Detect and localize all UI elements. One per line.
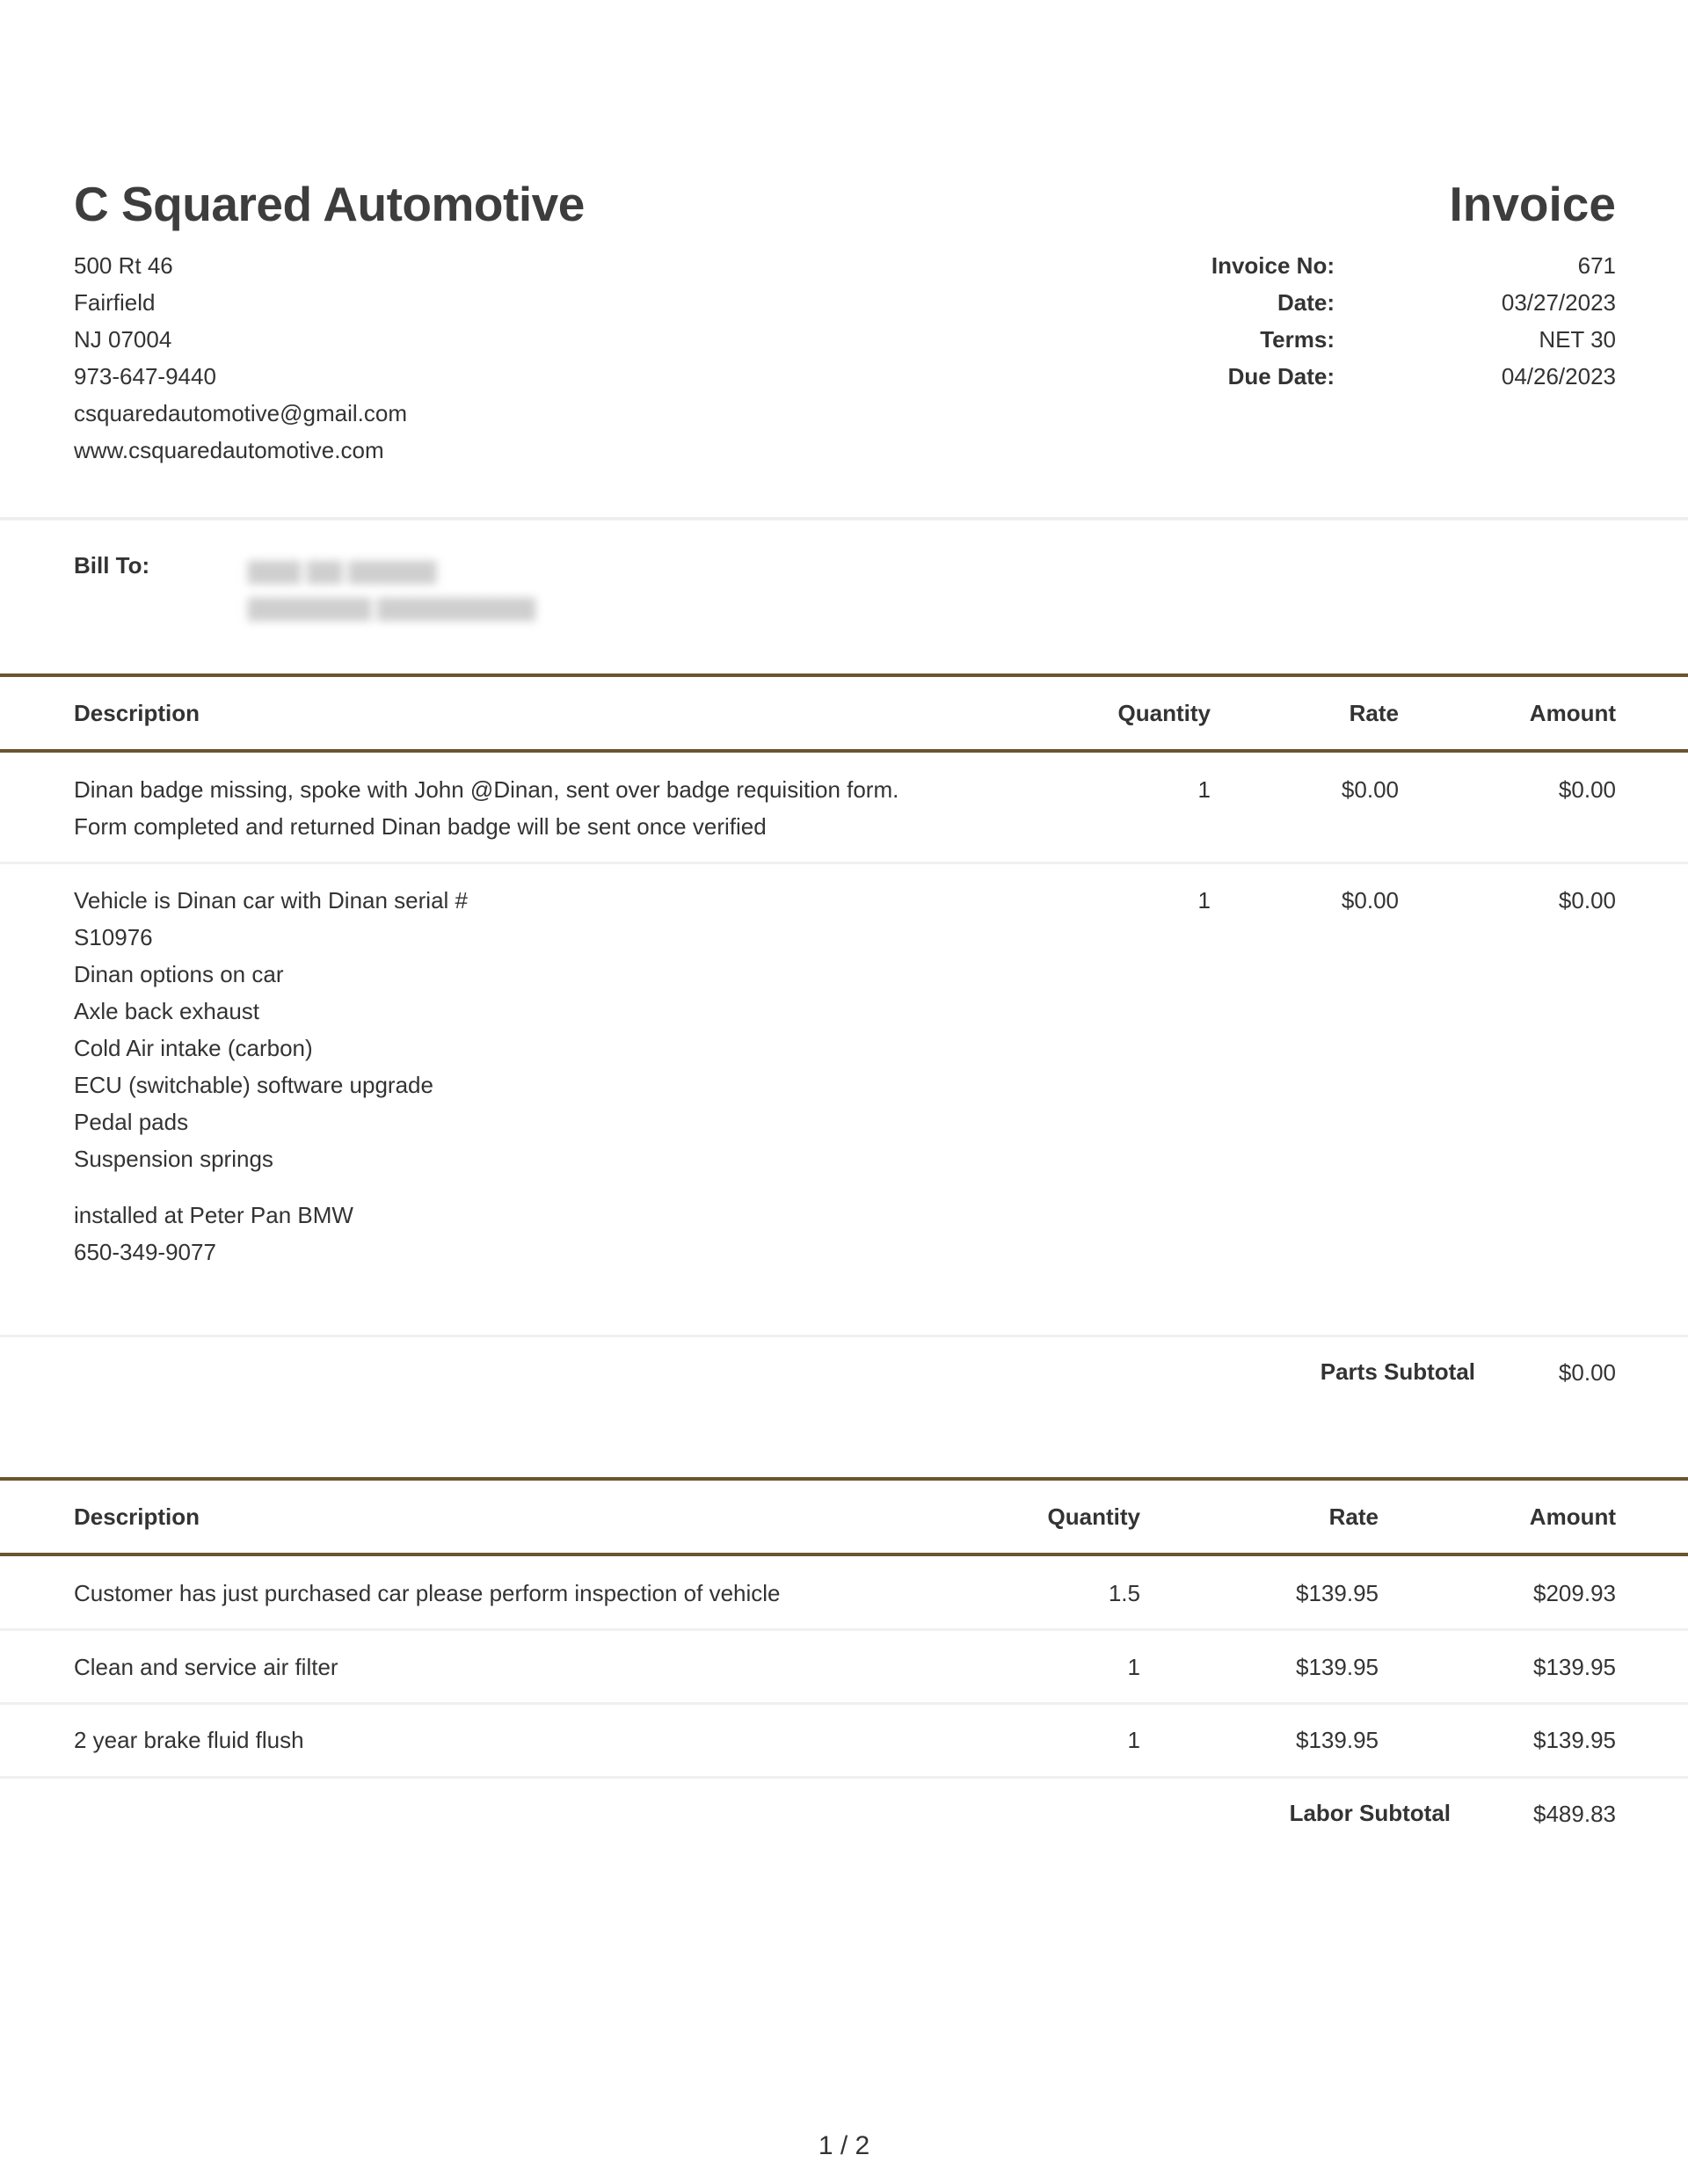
invoice-number-value: 671 (1577, 252, 1616, 279)
description-line: Vehicle is Dinan car with Dinan serial # (74, 887, 468, 914)
labor-row-amount: $139.95 (1533, 1654, 1616, 1680)
bill-to-redacted (248, 552, 535, 626)
labor-row-quantity: 1.5 (1108, 1580, 1140, 1606)
description-line: Dinan badge missing, spoke with John @Dinan, sent over badge requisition form. (74, 776, 899, 803)
invoice-date-row (1106, 284, 1616, 321)
labor-row-quantity: 1 (1127, 1727, 1140, 1753)
parts-row-amount: $0.00 (1558, 776, 1616, 803)
parts-row-description (74, 771, 899, 845)
labor-row-amount: $139.95 (1533, 1727, 1616, 1753)
company-website: www.csquaredautomotive.com (74, 437, 384, 463)
invoice-due-date-row (1106, 358, 1616, 395)
description-line: ECU (switchable) software upgrade (74, 1072, 433, 1098)
company-phone: 973-647-9440 (74, 363, 216, 389)
parts-row-description (74, 882, 468, 1177)
labor-row-rate: $139.95 (1296, 1580, 1379, 1606)
description-line: S10976 (74, 924, 153, 950)
invoice-number-row (1106, 247, 1616, 284)
labor-header-amount: Amount (1529, 1503, 1616, 1530)
description-line: Suspension springs (74, 1146, 273, 1172)
address-street: 500 Rt 46 (74, 252, 173, 279)
company-email: csquaredautomotive@gmail.com (74, 400, 408, 426)
parts-row-extra-notes (74, 1197, 353, 1270)
parts-row-amount: $0.00 (1558, 887, 1616, 914)
parts-row-quantity: 1 (1197, 776, 1211, 803)
divider (0, 517, 1688, 521)
row-divider (0, 1776, 1688, 1779)
parts-row-rate: $0.00 (1341, 887, 1399, 914)
invoice-terms-label: Terms: (1260, 326, 1335, 353)
bill-to-line: ▇▇▇▇▇▇▇ ▇▇▇▇▇▇▇▇▇ (248, 594, 536, 621)
description-line: Axle back exhaust (74, 998, 260, 1024)
company-name: C Squared Automotive (74, 177, 585, 231)
row-divider (0, 1628, 1688, 1631)
invoice-terms-value: NET 30 (1539, 326, 1616, 353)
parts-row-rate: $0.00 (1341, 776, 1399, 803)
labor-row-amount: $209.93 (1533, 1580, 1616, 1606)
description-line: Form completed and returned Dinan badge will be sent once verified (74, 813, 767, 840)
invoice-due-date-value: 04/26/2023 (1501, 363, 1616, 389)
labor-header-rule (0, 1553, 1688, 1556)
row-divider (0, 1335, 1688, 1337)
invoice-title: Invoice (1449, 177, 1616, 231)
labor-row-description: Customer has just purchased car please perform inspection of vehicle (74, 1580, 781, 1606)
parts-table-top-rule (0, 673, 1688, 677)
bill-to-label: Bill To: (74, 552, 150, 579)
labor-header-quantity: Quantity (1047, 1503, 1140, 1530)
labor-subtotal-label: Labor Subtotal (1289, 1800, 1451, 1826)
bill-to-line: ▇▇▇ ▇▇ ▇▇▇▇▇ (248, 557, 437, 584)
invoice-meta (1106, 247, 1616, 395)
labor-row-rate: $139.95 (1296, 1654, 1379, 1680)
labor-row-description: Clean and service air filter (74, 1654, 338, 1680)
parts-header-quantity: Quantity (1117, 700, 1211, 726)
labor-row-quantity: 1 (1127, 1654, 1140, 1680)
invoice-number-label: Invoice No: (1211, 252, 1335, 279)
description-line: 650-349-9077 (74, 1239, 216, 1265)
parts-row-quantity: 1 (1197, 887, 1211, 914)
labor-table-top-rule (0, 1477, 1688, 1481)
invoice-terms-row (1106, 321, 1616, 358)
parts-subtotal-value: $0.00 (1558, 1359, 1616, 1386)
labor-row-description: 2 year brake fluid flush (74, 1727, 304, 1753)
parts-header-rate: Rate (1349, 700, 1399, 726)
parts-subtotal-label: Parts Subtotal (1320, 1358, 1475, 1385)
parts-header-amount: Amount (1529, 700, 1616, 726)
labor-subtotal-value: $489.83 (1533, 1801, 1616, 1827)
description-line: Dinan options on car (74, 961, 284, 987)
row-divider (0, 862, 1688, 864)
address-state-zip: NJ 07004 (74, 326, 172, 353)
company-address (74, 247, 407, 469)
description-line: Cold Air intake (carbon) (74, 1035, 313, 1061)
labor-header-rate: Rate (1328, 1503, 1379, 1530)
invoice-due-date-label: Due Date: (1227, 363, 1335, 389)
labor-row-rate: $139.95 (1296, 1727, 1379, 1753)
invoice-date-value: 03/27/2023 (1501, 289, 1616, 316)
parts-header-rule (0, 749, 1688, 753)
invoice-date-label: Date: (1277, 289, 1335, 316)
parts-header-description: Description (74, 700, 200, 726)
labor-header-description: Description (74, 1503, 200, 1530)
description-line: installed at Peter Pan BMW (74, 1202, 353, 1228)
row-divider (0, 1702, 1688, 1705)
address-city: Fairfield (74, 289, 156, 316)
page-number: 1 / 2 (818, 2131, 870, 2160)
description-line: Pedal pads (74, 1109, 189, 1135)
